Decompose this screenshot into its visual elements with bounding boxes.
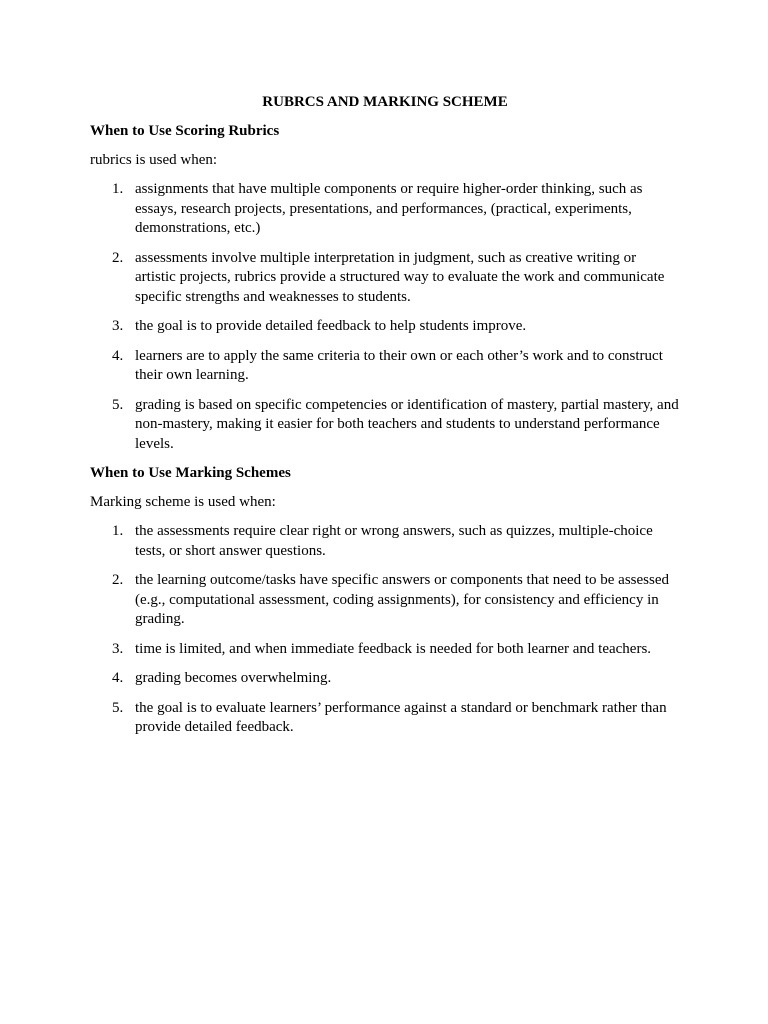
list-item-text: time is limited, and when immediate feedback is needed for both learner and teachers. <box>135 640 652 657</box>
list-item-text: assessments involve multiple interpretation in judgment, such as creative writing or artistic projects, rubrics provide a structured way to evaluate the work and communicate specific strengths and weaknesses to students. <box>135 249 665 305</box>
section-intro-rubrics: rubrics is used when: <box>90 152 218 168</box>
list-item-number: 3. <box>112 640 124 657</box>
list-item <box>90 317 680 337</box>
list-item <box>90 699 680 738</box>
list-item-number: 5. <box>112 396 124 413</box>
list-item-text: grading becomes overwhelming. <box>135 670 332 686</box>
list-item-number: 3. <box>112 318 124 334</box>
list-item <box>90 571 680 630</box>
list-item <box>90 396 680 455</box>
section-heading-marking-schemes: When to Use Marking Schemes <box>90 465 291 481</box>
document-title: RUBRCS AND MARKING SCHEME <box>262 94 508 110</box>
list-item-number: 2. <box>112 249 124 266</box>
list-item <box>90 669 680 689</box>
list-item-number: 4. <box>112 347 124 364</box>
list-item-number: 2. <box>112 572 124 588</box>
list-item-text: grading is based on specific competencies or identification of mastery, partial mastery, and non-mastery, making it easier for both teachers and students to understand performance levels. <box>135 396 679 452</box>
list-item <box>90 640 680 660</box>
rubrics-list <box>90 180 680 454</box>
document-page <box>90 93 680 748</box>
section-heading-rubrics: When to Use Scoring Rubrics <box>90 123 280 139</box>
section-intro-marking-schemes: Marking scheme is used when: <box>90 494 276 510</box>
list-item-text: learners are to apply the same criteria to their own or each other’s work and to construct their own learning. <box>135 347 663 383</box>
list-item <box>90 249 680 308</box>
list-item <box>90 522 680 561</box>
list-item-number: 1. <box>112 181 124 197</box>
marking-schemes-list <box>90 522 680 738</box>
list-item-text: the goal is to evaluate learners’ performance against a standard or benchmark rather than provide detailed feedback. <box>135 699 667 735</box>
list-item-text: the goal is to provide detailed feedback to help students improve. <box>135 318 527 334</box>
list-item-text: assignments that have multiple components or require higher-order thinking, such as essays, research projects, presentations, and performances, (practical, experiments, demonstrations, etc.) <box>135 181 643 236</box>
list-item-text: the learning outcome/tasks have specific answers or components that need to be assessed (e.g., computational assessment, coding assignments), for consistency and efficiency in grading. <box>135 572 670 627</box>
list-item <box>90 180 680 239</box>
list-item <box>90 347 680 386</box>
list-item-text: the assessments require clear right or wrong answers, such as quizzes, multiple-choice tests, or short answer questions. <box>135 523 653 559</box>
list-item-number: 1. <box>112 523 124 539</box>
list-item-number: 4. <box>112 670 124 686</box>
list-item-number: 5. <box>112 699 124 716</box>
